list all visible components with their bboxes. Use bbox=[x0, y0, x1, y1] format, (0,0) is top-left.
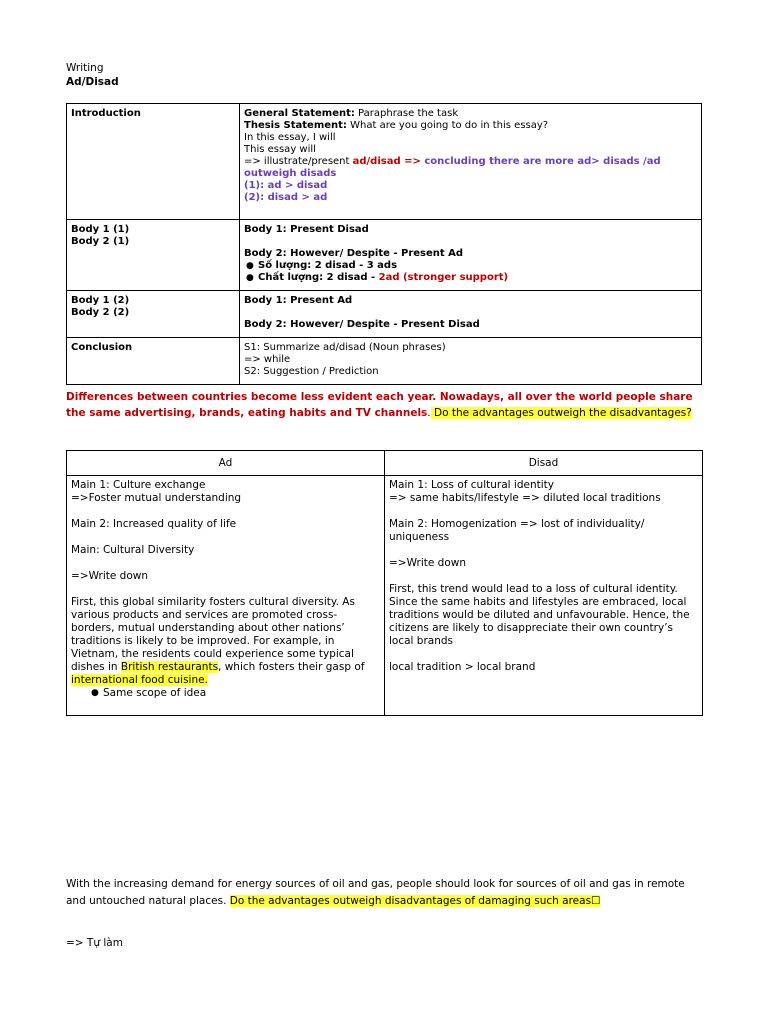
prompt-2-question: Do the advantages outweigh disadvantages of damaging such areas☐ bbox=[229, 894, 601, 907]
conclusion-line: S2: Suggestion / Prediction bbox=[244, 366, 379, 377]
conclusion-line: S1: Summarize ad/disad (Noun phrases) bbox=[244, 342, 446, 353]
body-content-1 bbox=[240, 220, 702, 291]
ad-paragraph bbox=[71, 596, 380, 687]
disad-column-header: Disad bbox=[385, 451, 703, 476]
body-label-text: Body 1 (2) bbox=[71, 295, 130, 306]
prompt-2-text: With the increasing demand for energy sources of oil and gas, people should look for sources of oil and gas in remote and untouched natural places. bbox=[66, 878, 685, 907]
ad-disad-table bbox=[66, 450, 703, 716]
body-label-text: Body 2 (1) bbox=[71, 236, 130, 247]
intro-content bbox=[240, 104, 702, 220]
list-item bbox=[89, 687, 380, 700]
body-line: Body 2: However/ Despite - Present Ad bbox=[244, 248, 464, 259]
ad-paragraph-text: First, this global similarity fosters cultural diversity. As various products and services are promoted cross-borders, mutual understanding about other nations’ traditions is likely to be improved. For example, in Vietnam, the residents could experience some typical dishes in bbox=[71, 596, 355, 673]
prompt-1-question: Do the advantages outweigh the disadvantages? bbox=[430, 407, 692, 419]
disad-main-1-sub: => same habits/lifestyle => diluted local traditions bbox=[389, 492, 661, 504]
ad-main-1: Main 1: Culture exchange bbox=[71, 479, 206, 491]
intro-line: This essay will bbox=[244, 144, 316, 155]
thesis-statement-label: Thesis Statement: bbox=[244, 120, 347, 131]
body-label-2 bbox=[67, 291, 240, 338]
list-item bbox=[244, 272, 697, 284]
body-label-text: Body 1 (1) bbox=[71, 224, 130, 235]
body-content-2 bbox=[240, 291, 702, 338]
disad-paragraph: First, this trend would lead to a loss of cultural identity. Since the same habits and lifestyles are embraced, local traditions would be diluted and unfavourable. Hence, the citizens are likely to disappreciate their own country’s local brands bbox=[389, 583, 690, 647]
thesis-statement-text: What are you going to do in this essay? bbox=[346, 120, 549, 131]
disad-main-2: Main 2: Homogenization => lost of individuality/ uniqueness bbox=[389, 518, 645, 543]
intro-label: Introduction bbox=[67, 104, 240, 220]
essay-prompt-2 bbox=[66, 876, 706, 909]
essay-prompt-1 bbox=[66, 389, 706, 421]
list-item bbox=[244, 260, 697, 272]
bullet-text-red: 2ad (stronger support) bbox=[378, 272, 509, 283]
ad-column bbox=[67, 476, 385, 716]
table-row bbox=[67, 476, 703, 716]
essay-outline-table bbox=[66, 103, 702, 385]
general-statement-text: Paraphrase the task bbox=[354, 108, 459, 119]
ad-highlight-1: British restaurants bbox=[120, 661, 219, 673]
ad-paragraph-text: , which fosters their gasp of bbox=[218, 661, 365, 673]
intro-option-1: (1): ad > disad bbox=[244, 180, 328, 191]
ad-main-2: Main 2: Increased quality of life bbox=[71, 518, 237, 530]
ad-write-down: =>Write down bbox=[71, 570, 148, 582]
prompt-1-dot: . bbox=[427, 407, 431, 419]
intro-line: => illustrate/present bbox=[244, 156, 353, 167]
table-row bbox=[67, 338, 702, 385]
ad-main-1-sub: =>Foster mutual understanding bbox=[71, 492, 242, 504]
doc-label-writing: Writing bbox=[66, 62, 104, 74]
conclusion-line: => while bbox=[244, 354, 291, 365]
conclusion-content bbox=[240, 338, 702, 385]
ad-column-header: Ad bbox=[67, 451, 385, 476]
table-header-row bbox=[67, 451, 703, 476]
disad-column bbox=[385, 476, 703, 716]
body-label-1 bbox=[67, 220, 240, 291]
disad-main-1: Main 1: Loss of cultural identity bbox=[389, 479, 554, 491]
intro-line: In this essay, I will bbox=[244, 132, 336, 143]
intro-option-2: (2): disad > ad bbox=[244, 192, 328, 203]
body-line: Body 1: Present Ad bbox=[244, 295, 353, 306]
table-row bbox=[67, 291, 702, 338]
body-label-text: Body 2 (2) bbox=[71, 307, 130, 318]
conclusion-label: Conclusion bbox=[67, 338, 240, 385]
ad-highlight-2: international food cuisine. bbox=[71, 674, 208, 686]
prompt-1-text: Differences between countries become less evident each year. Nowadays, all over the world people share the same advertising, brands, eating habits and TV channels bbox=[66, 391, 693, 419]
table-row bbox=[67, 220, 702, 291]
bullet-text: Chất lượng: 2 disad - bbox=[258, 272, 379, 283]
ad-bullet-text: Same scope of idea bbox=[103, 687, 207, 699]
ad-main-3: Main: Cultural Diversity bbox=[71, 544, 195, 556]
intro-concluding-purple: concluding there are more ad> disads /ad outweigh disads bbox=[244, 156, 661, 179]
doc-label-addisad: Ad/Disad bbox=[66, 76, 119, 88]
body-line: Body 1: Present Disad bbox=[244, 224, 369, 235]
bullet-text: Số lượng: 2 disad - 3 ads bbox=[258, 260, 398, 271]
tu-lam-note: => Tự làm bbox=[66, 937, 123, 949]
disad-write-down: =>Write down bbox=[389, 557, 466, 569]
general-statement-label: General Statement: bbox=[244, 108, 355, 119]
intro-addisad-red: ad/disad => bbox=[352, 156, 425, 167]
body-line: Body 2: However/ Despite - Present Disad bbox=[244, 319, 480, 330]
disad-last-line: local tradition > local brand bbox=[389, 661, 536, 673]
table-row bbox=[67, 104, 702, 220]
